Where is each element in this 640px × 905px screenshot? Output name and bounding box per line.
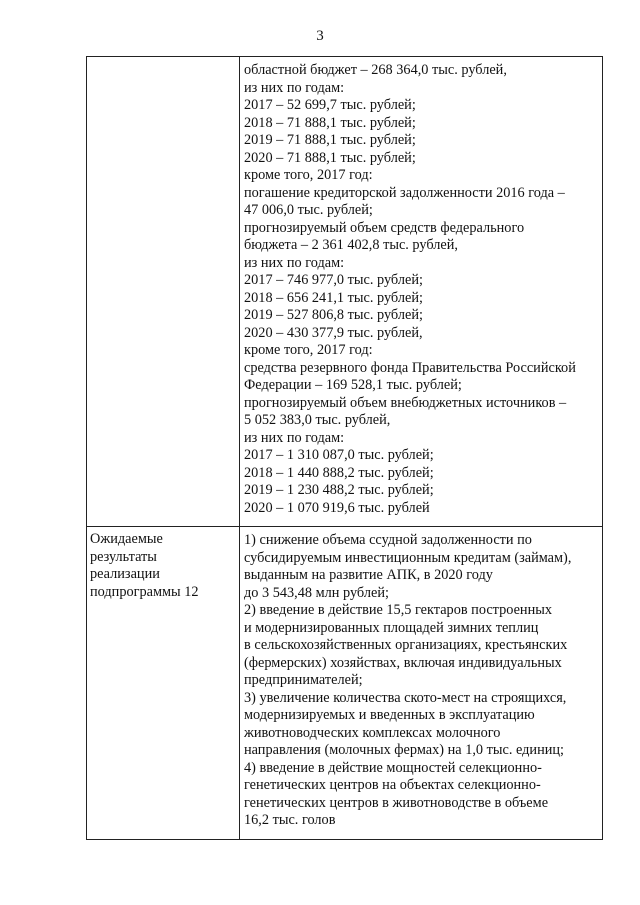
text-line: 2) введение в действие 15,5 гектаров построенных bbox=[244, 602, 552, 618]
text-line: и модернизированных площадей зимних теплиц bbox=[244, 619, 539, 636]
text-line: 47 006,0 тыс. рублей; bbox=[244, 202, 373, 218]
page-number: 3 bbox=[316, 28, 324, 44]
text-line: кроме того, 2017 год: bbox=[244, 342, 373, 358]
text-line: средства резервного фонда Правительства Российской bbox=[244, 359, 576, 376]
text-line: областной бюджет – 268 364,0 тыс. рублей, bbox=[244, 62, 507, 78]
text-line: выданным на развитие АПК, в 2020 году bbox=[244, 567, 493, 583]
financing-text bbox=[240, 57, 602, 526]
table-row bbox=[87, 57, 603, 527]
text-line: прогнозируемый объем внебюджетных источников – bbox=[244, 394, 567, 411]
text-line: 16,2 тыс. голов bbox=[244, 812, 336, 828]
text-line: 2017 – 52 699,7 тыс. рублей; bbox=[244, 97, 416, 113]
expected-results-cell bbox=[240, 527, 603, 840]
text-line: направления (молочных фермах) на 1,0 тыс. единиц; bbox=[244, 742, 564, 758]
label-line: подпрограммы 12 bbox=[90, 583, 199, 600]
text-line: животноводческих комплексах молочного bbox=[244, 724, 501, 741]
passport-table bbox=[86, 56, 603, 840]
text-line: из них по годам: bbox=[244, 254, 345, 271]
table-row bbox=[87, 527, 603, 840]
text-line: 2018 – 71 888,1 тыс. рублей; bbox=[244, 114, 416, 131]
row-label-cell bbox=[87, 527, 240, 840]
text-line: 2019 – 527 806,8 тыс. рублей; bbox=[244, 307, 423, 323]
text-line: 3) увеличение количества ското-мест на строящихся, bbox=[244, 689, 567, 706]
text-line: 2020 – 71 888,1 тыс. рублей; bbox=[244, 149, 416, 166]
text-line: Федерации – 169 528,1 тыс. рублей; bbox=[244, 377, 462, 393]
text-line: предпринимателей; bbox=[244, 672, 363, 688]
text-line: 2020 – 1 070 919,6 тыс. рублей bbox=[244, 499, 430, 516]
text-line: генетических центров в животноводстве в объеме bbox=[244, 794, 549, 811]
row-label-cell bbox=[87, 57, 240, 527]
text-line: из них по годам: bbox=[244, 429, 345, 446]
text-line: 2019 – 1 230 488,2 тыс. рублей; bbox=[244, 482, 434, 498]
text-line: 2017 – 746 977,0 тыс. рублей; bbox=[244, 272, 423, 288]
text-line: погашение кредиторской задолженности 2016 года – bbox=[244, 184, 565, 201]
expected-results-text bbox=[240, 527, 602, 839]
text-line: прогнозируемый объем средств федерального bbox=[244, 219, 525, 236]
text-line: модернизируемых и введенных в эксплуатацию bbox=[244, 707, 535, 723]
text-line: до 3 543,48 млн рублей; bbox=[244, 584, 389, 601]
text-line: 2019 – 71 888,1 тыс. рублей; bbox=[244, 132, 416, 148]
label-line: результаты bbox=[90, 548, 157, 565]
label-line: Ожидаемые bbox=[90, 531, 163, 547]
text-line: генетических центров на объектах селекционно- bbox=[244, 777, 541, 793]
text-line: кроме того, 2017 год: bbox=[244, 167, 373, 183]
label-line: реализации bbox=[90, 566, 160, 582]
text-line: 5 052 383,0 тыс. рублей, bbox=[244, 412, 391, 428]
text-line: субсидируемым инвестиционным кредитам (займам), bbox=[244, 549, 572, 566]
text-line: 2018 – 656 241,1 тыс. рублей; bbox=[244, 289, 423, 306]
expected-results-label bbox=[87, 527, 239, 607]
text-line: бюджета – 2 361 402,8 тыс. рублей, bbox=[244, 237, 458, 253]
text-line: 2020 – 430 377,9 тыс. рублей, bbox=[244, 324, 423, 341]
text-line: (фермерских) хозяйствах, включая индивидуальных bbox=[244, 654, 562, 671]
financing-cell bbox=[240, 57, 603, 527]
text-line: из них по годам: bbox=[244, 79, 345, 96]
text-line: 2017 – 1 310 087,0 тыс. рублей; bbox=[244, 447, 434, 463]
text-line: 2018 – 1 440 888,2 тыс. рублей; bbox=[244, 464, 434, 481]
text-line: 1) снижение объема ссудной задолженности по bbox=[244, 532, 532, 548]
text-line: в сельскохозяйственных организациях, крестьянских bbox=[244, 637, 568, 653]
text-line: 4) введение в действие мощностей селекционно- bbox=[244, 759, 542, 776]
